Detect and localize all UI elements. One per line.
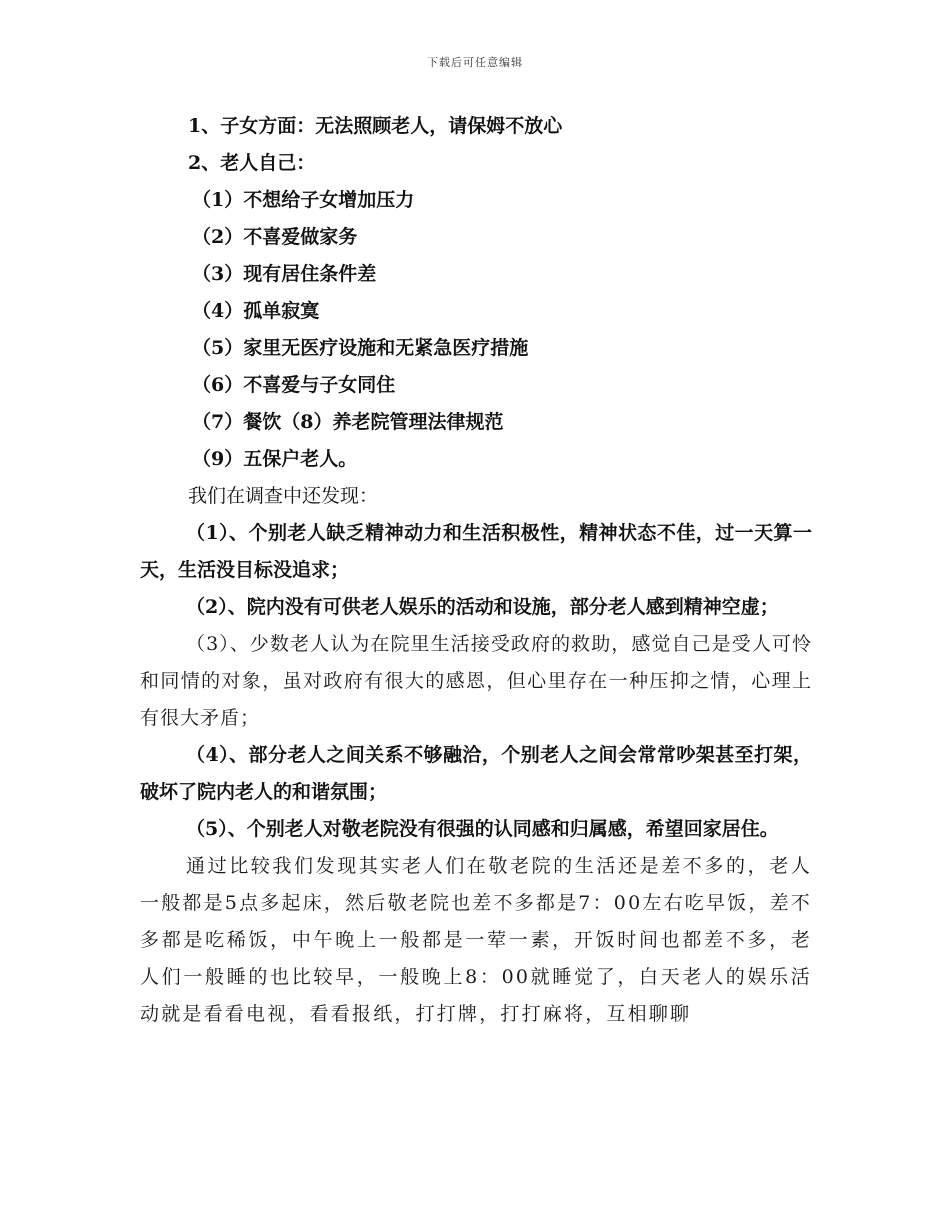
finding-paragraph: （5）、个别老人对敬老院没有很强的认同感和归属感，希望回家居住。 xyxy=(186,818,779,840)
reason-item: （1）不想给子女增加压力 xyxy=(192,189,415,211)
findings-intro: 我们在调查中还发现： xyxy=(188,485,379,507)
list-item-children: 1、子女方面：无法照顾老人，请保姆不放心 xyxy=(188,115,563,137)
list-item-elderly-self: 2、老人自己： xyxy=(188,152,316,174)
reason-item: （4）孤单寂寞 xyxy=(192,300,320,322)
summary-paragraph: 通过比较我们发现其实老人们在敬老院的生活还是差不多的，老人一般都是5点多起床，然后敬老院也差不多都是7：00左右吃早饭，差不多都是吃稀饭，中午晚上一般都是一荤一素，开饭时间也都差不多，老人们一般睡的也比较早，一般晚上8：00就睡觉了，白天老人的娱乐活动就是看看电视，看看报纸，打打牌，打打麻将，互相聊聊 xyxy=(140,855,812,1025)
reason-item: （5）家里无医疗设施和无紧急医疗措施 xyxy=(192,337,529,359)
reason-item: （2）不喜爱做家务 xyxy=(192,226,358,248)
reason-item: （6）不喜爱与子女同住 xyxy=(192,374,396,396)
reason-item: （7）餐饮（8）养老院管理法律规范 xyxy=(192,411,504,433)
finding-paragraph: （4）、部分老人之间关系不够融洽，个别老人之间会常常吵架甚至打架，破坏了院内老人的和谐氛围； xyxy=(140,744,812,803)
finding-paragraph: （1）、个别老人缺乏精神动力和生活积极性，精神状态不佳，过一天算一天，生活没目标没追求； xyxy=(140,522,812,581)
document-body xyxy=(140,108,812,1033)
reason-item: （3）现有居住条件差 xyxy=(192,263,377,285)
finding-paragraph: （2）、院内没有可供老人娱乐的活动和设施，部分老人感到精神空虚； xyxy=(186,596,779,618)
page-header-note: 下载后可任意编辑 xyxy=(427,56,523,69)
finding-paragraph: （3）、少数老人认为在院里生活接受政府的救助，感觉自己是受人可怜和同情的对象，虽对政府有很大的感恩，但心里存在一种压抑之情，心理上有很大矛盾； xyxy=(140,633,812,729)
reason-item: （9）五保户老人。 xyxy=(192,448,358,470)
